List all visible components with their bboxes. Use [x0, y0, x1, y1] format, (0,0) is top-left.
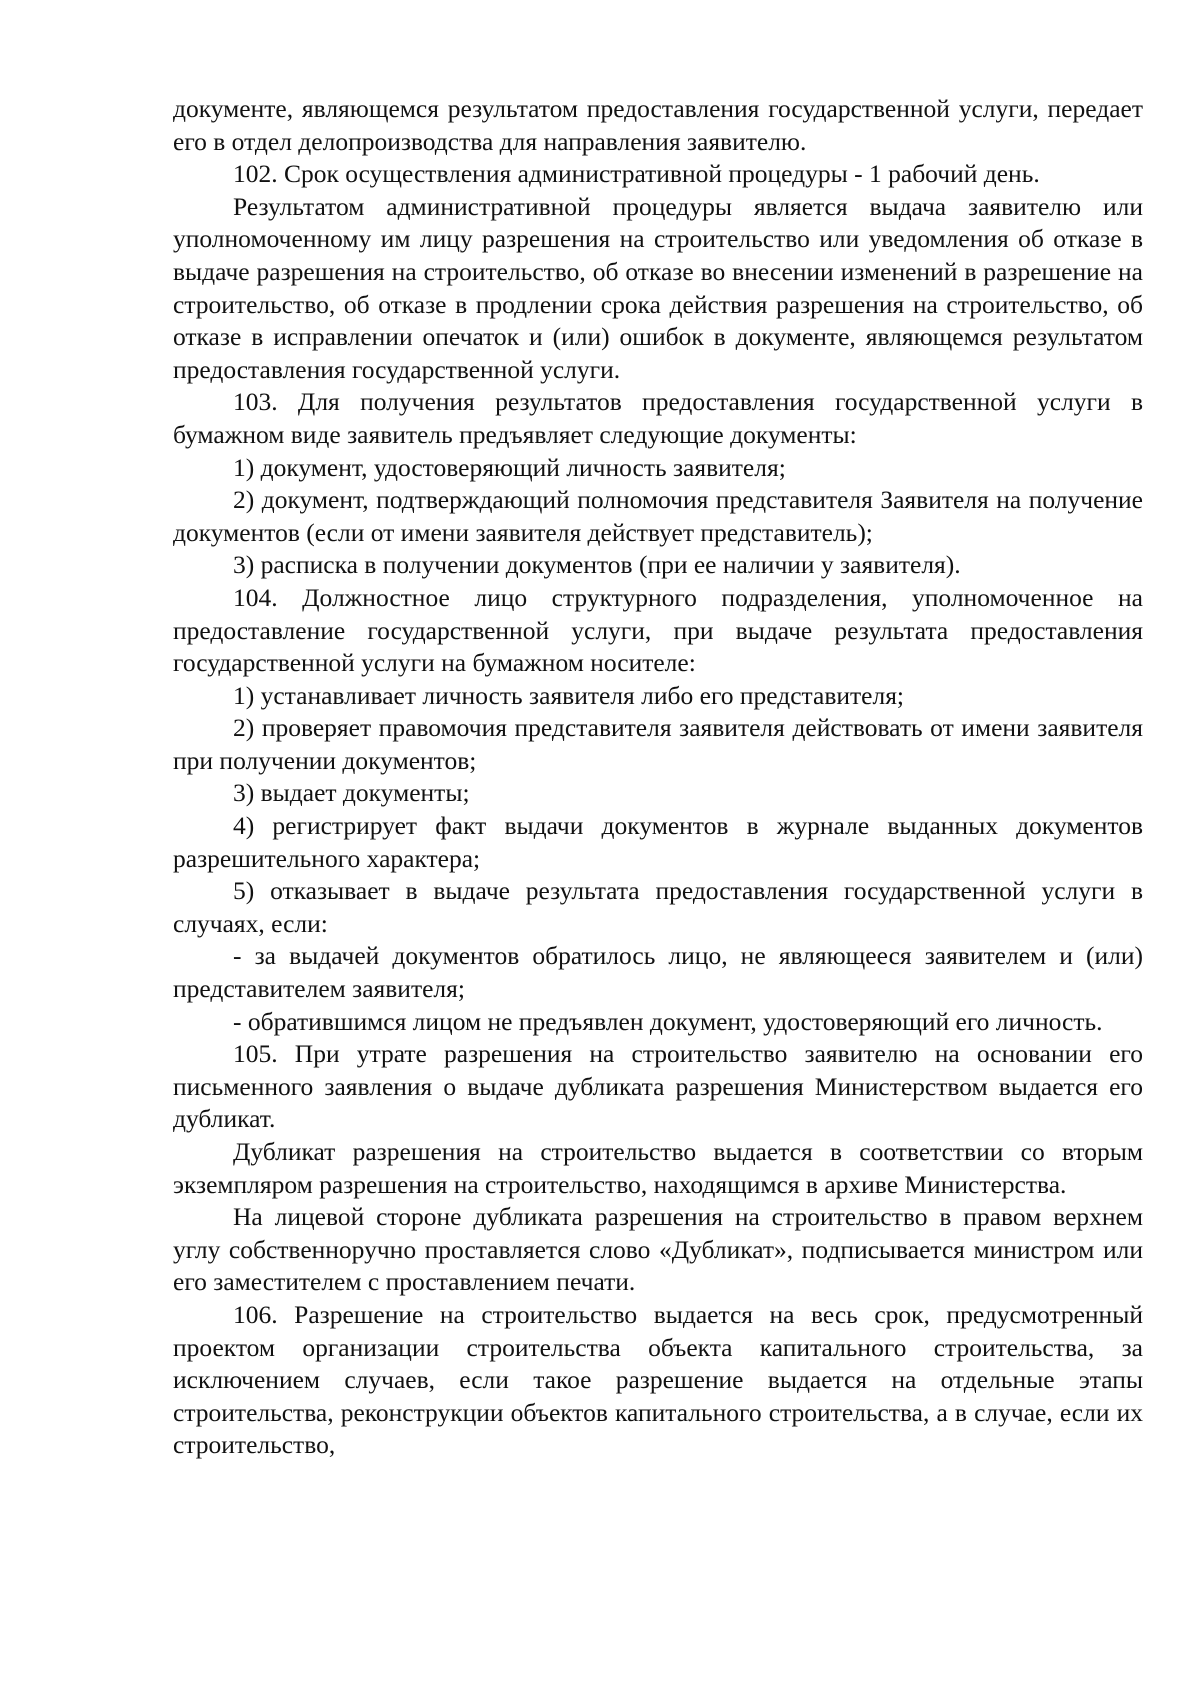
document-paragraph: - за выдачей документов обратилось лицо, не являющееся заявителем и (или) представителем заявителя;	[173, 941, 1143, 1004]
document-paragraph: 102. Срок осуществления административной процедуры - 1 рабочий день.	[233, 159, 1040, 189]
document-paragraph: документе, являющемся результатом предоставления государственной услуги, передает его в отдел делопроизводства для направления заявителю.	[173, 94, 1143, 156]
document-paragraph: 1) документ, удостоверяющий личность заявителя;	[233, 452, 786, 482]
document-paragraph: 1) устанавливает личность заявителя либо его представителя;	[233, 680, 905, 710]
document-paragraph: 104. Должностное лицо структурного подразделения, уполномоченное на предоставление государственной услуги, при выдаче результата предоставления государственной услуги на бумажном носителе:	[173, 582, 1143, 678]
document-text-body	[173, 93, 1143, 1462]
document-paragraph: 4) регистрирует факт выдачи документов в журнале выданных документов разрешительного характера;	[173, 811, 1143, 873]
document-paragraph: 3) выдает документы;	[233, 778, 470, 808]
document-paragraph: Дубликат разрешения на строительство выдается в соответствии со вторым экземпляром разрешения на строительство, находящимся в архиве Министерства.	[173, 1137, 1143, 1199]
document-paragraph: 106. Разрешение на строительство выдается на весь срок, предусмотренный проектом организации строительства объекта капитального строительства, за исключением случаев, если такое разрешение выдается на отдельные этапы строительства, реконструкции объектов капитального строительства, а в случае, если их строительство,	[173, 1299, 1143, 1460]
document-paragraph: 105. При утрате разрешения на строительство заявителю на основании его письменного заявления о выдаче дубликата разрешения Министерством выдается его дубликат.	[173, 1039, 1143, 1134]
document-paragraph: На лицевой стороне дубликата разрешения на строительство в правом верхнем углу собственноручно проставляется слово «Дубликат», подписывается министром или его заместителем с проставлением печати.	[173, 1202, 1143, 1297]
document-paragraph: 5) отказывает в выдаче результата предоставления государственной услуги в случаях, если:	[173, 876, 1143, 938]
document-paragraph: 3) расписка в получении документов (при ее наличии у заявителя).	[233, 550, 961, 580]
document-paragraph: 2) документ, подтверждающий полномочия представителя Заявителя на получение документов (если от имени заявителя действует представитель);	[173, 485, 1143, 547]
document-paragraph: - обратившимся лицом не предъявлен документ, удостоверяющий его личность.	[233, 1006, 1103, 1036]
document-paragraph: 103. Для получения результатов предоставления государственной услуги в бумажном виде заявитель предъявляет следующие документы:	[173, 387, 1143, 449]
document-paragraph: 2) проверяет правомочия представителя заявителя действовать от имени заявителя при получении документов;	[173, 713, 1143, 775]
document-paragraph: Результатом административной процедуры является выдача заявителю или уполномоченному им лицу разрешения на строительство или уведомления об отказе в выдаче разрешения на строительство, об отказе во внесении изменений в разрешение на строительство, об отказе в продлении срока действия разрешения на строительство, об отказе в исправлении опечаток и (или) ошибок в документе, являющемся результатом предоставления государственной услуги.	[173, 191, 1143, 384]
